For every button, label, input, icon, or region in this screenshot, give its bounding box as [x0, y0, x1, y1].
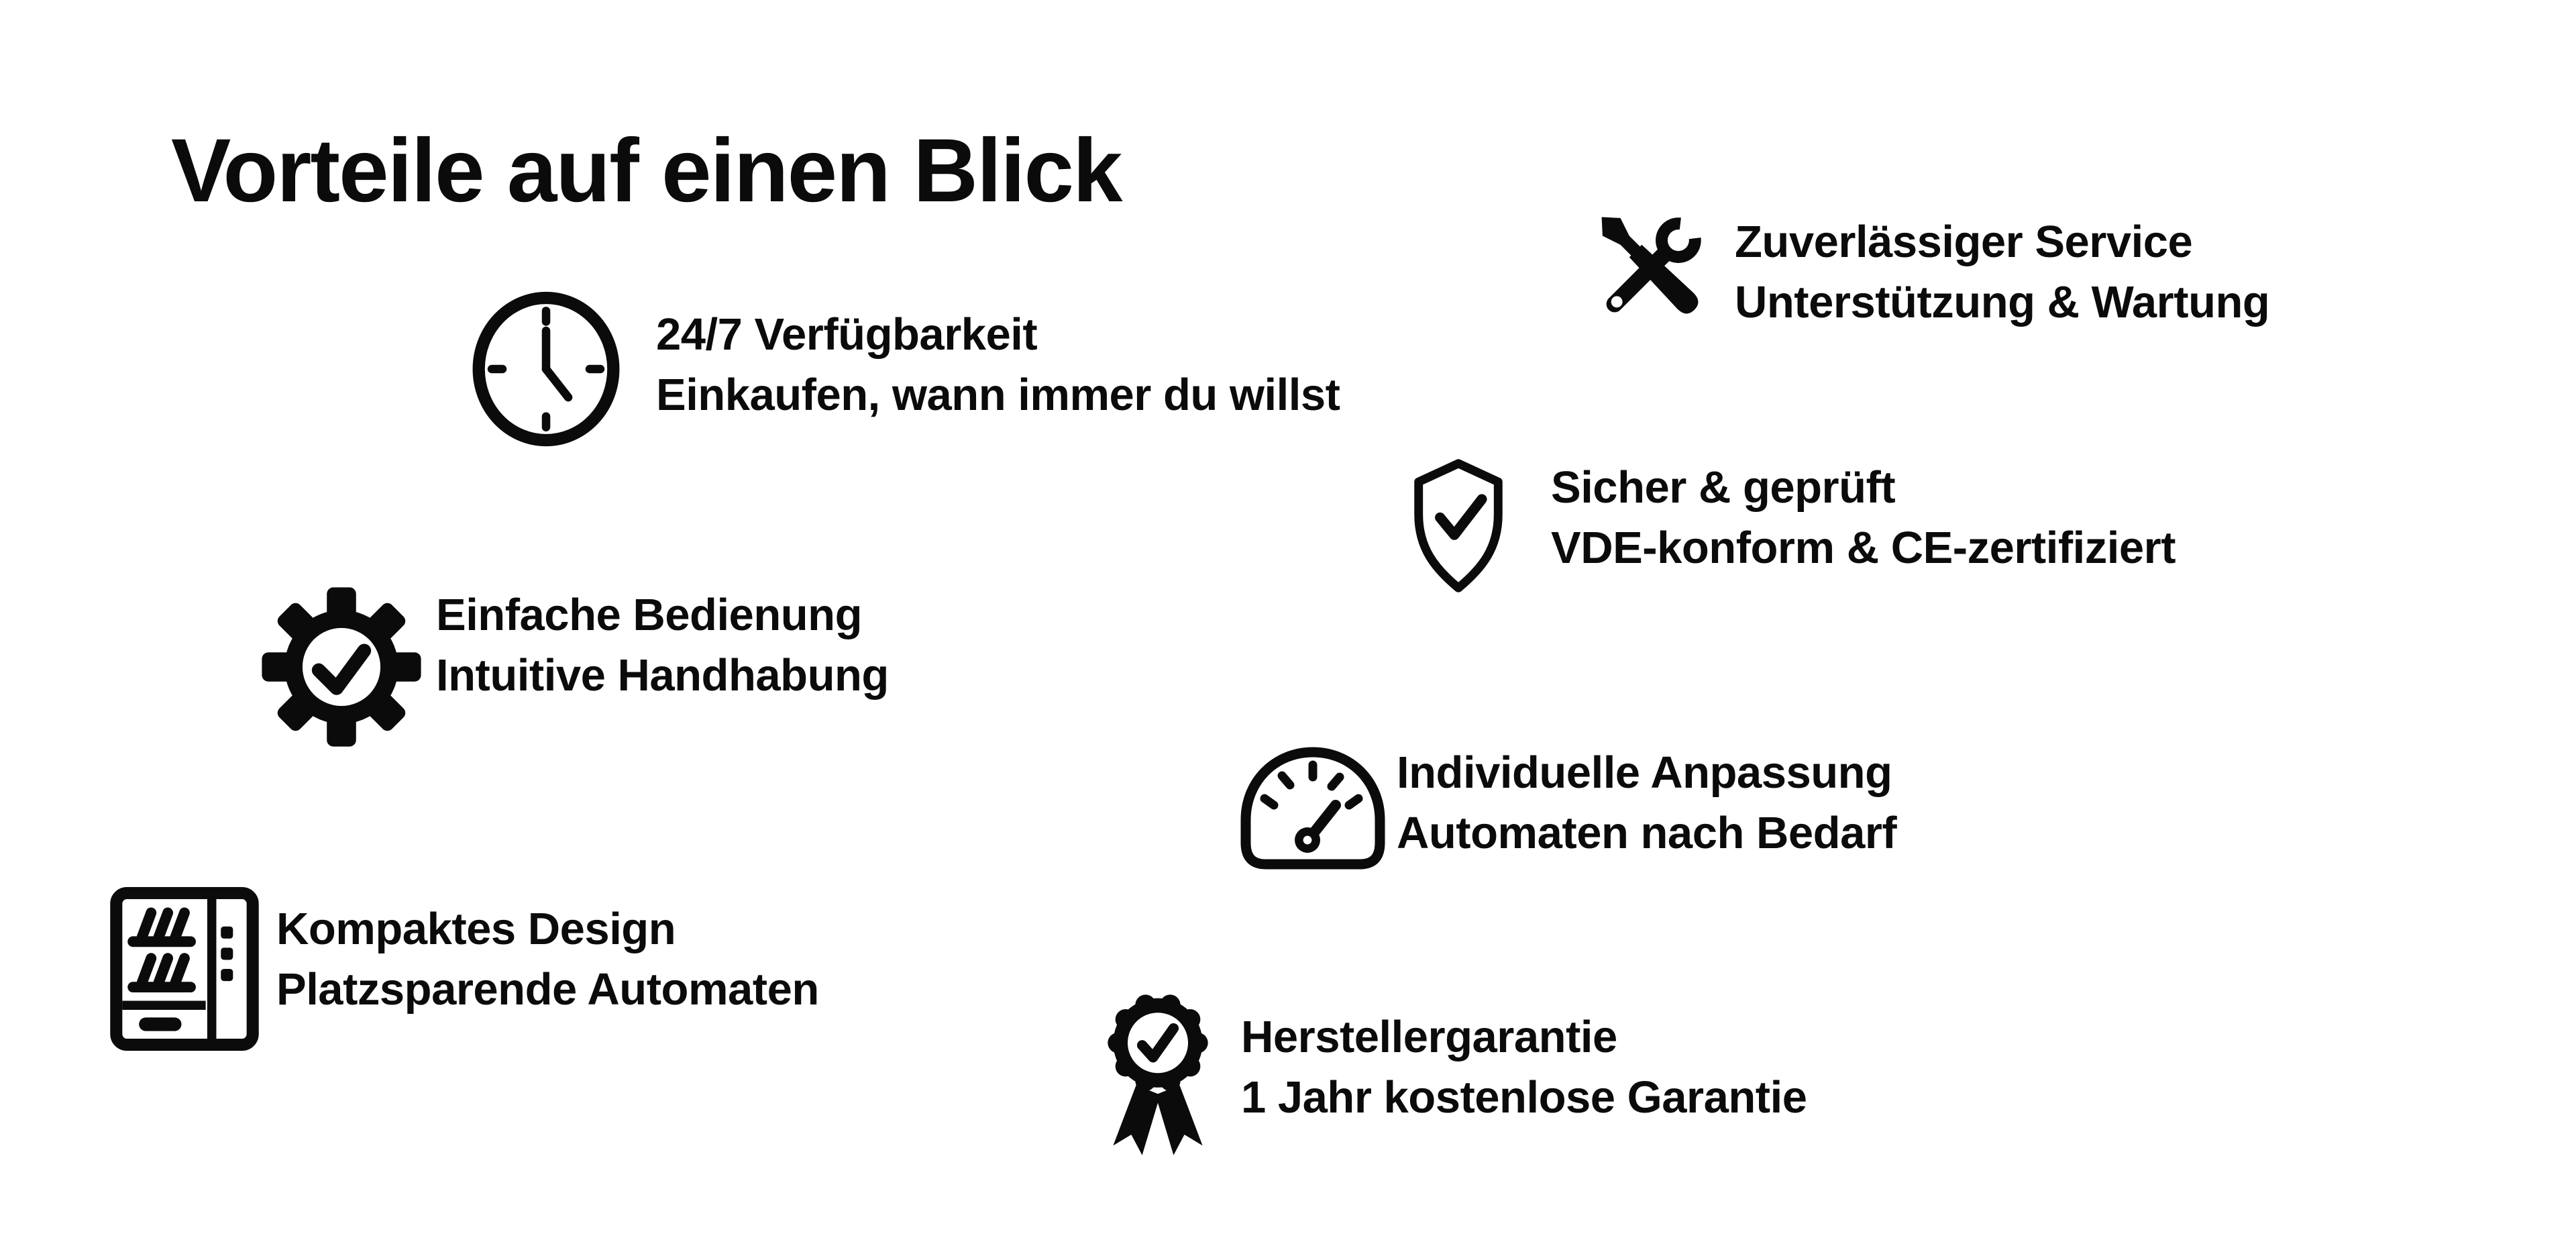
feature-title: Herstellergarantie — [1241, 1012, 1617, 1062]
shield-check-icon — [1407, 458, 1509, 594]
feature-subtitle: Intuitive Handhabung — [436, 650, 889, 701]
award-ribbon-icon — [1097, 986, 1218, 1162]
tools-icon — [1589, 196, 1715, 338]
feature-subtitle: Platzsparende Automaten — [276, 964, 819, 1015]
feature-subtitle: Unterstützung & Wartung — [1735, 277, 2270, 327]
feature-title: 24/7 Verfügbarkeit — [656, 309, 1038, 360]
gear-check-icon — [260, 582, 423, 752]
feature-title: Kompaktes Design — [276, 904, 676, 954]
feature-title: Einfache Bedienung — [436, 590, 863, 640]
feature-title: Zuverlässiger Service — [1735, 217, 2193, 267]
feature-title: Sicher & geprüft — [1551, 462, 1896, 513]
feature-subtitle: VDE-konform & CE-zertifiziert — [1551, 523, 2176, 573]
clock-icon — [470, 287, 623, 451]
page-title: Vorteile auf einen Blick — [171, 120, 1122, 221]
gauge-icon — [1238, 746, 1388, 870]
feature-subtitle: 1 Jahr kostenlose Garantie — [1241, 1072, 1807, 1123]
vending-machine-icon — [109, 886, 260, 1052]
feature-subtitle: Automaten nach Bedarf — [1397, 808, 1897, 858]
feature-title: Individuelle Anpassung — [1397, 747, 1892, 798]
feature-subtitle: Einkaufen, wann immer du willst — [656, 370, 1340, 420]
